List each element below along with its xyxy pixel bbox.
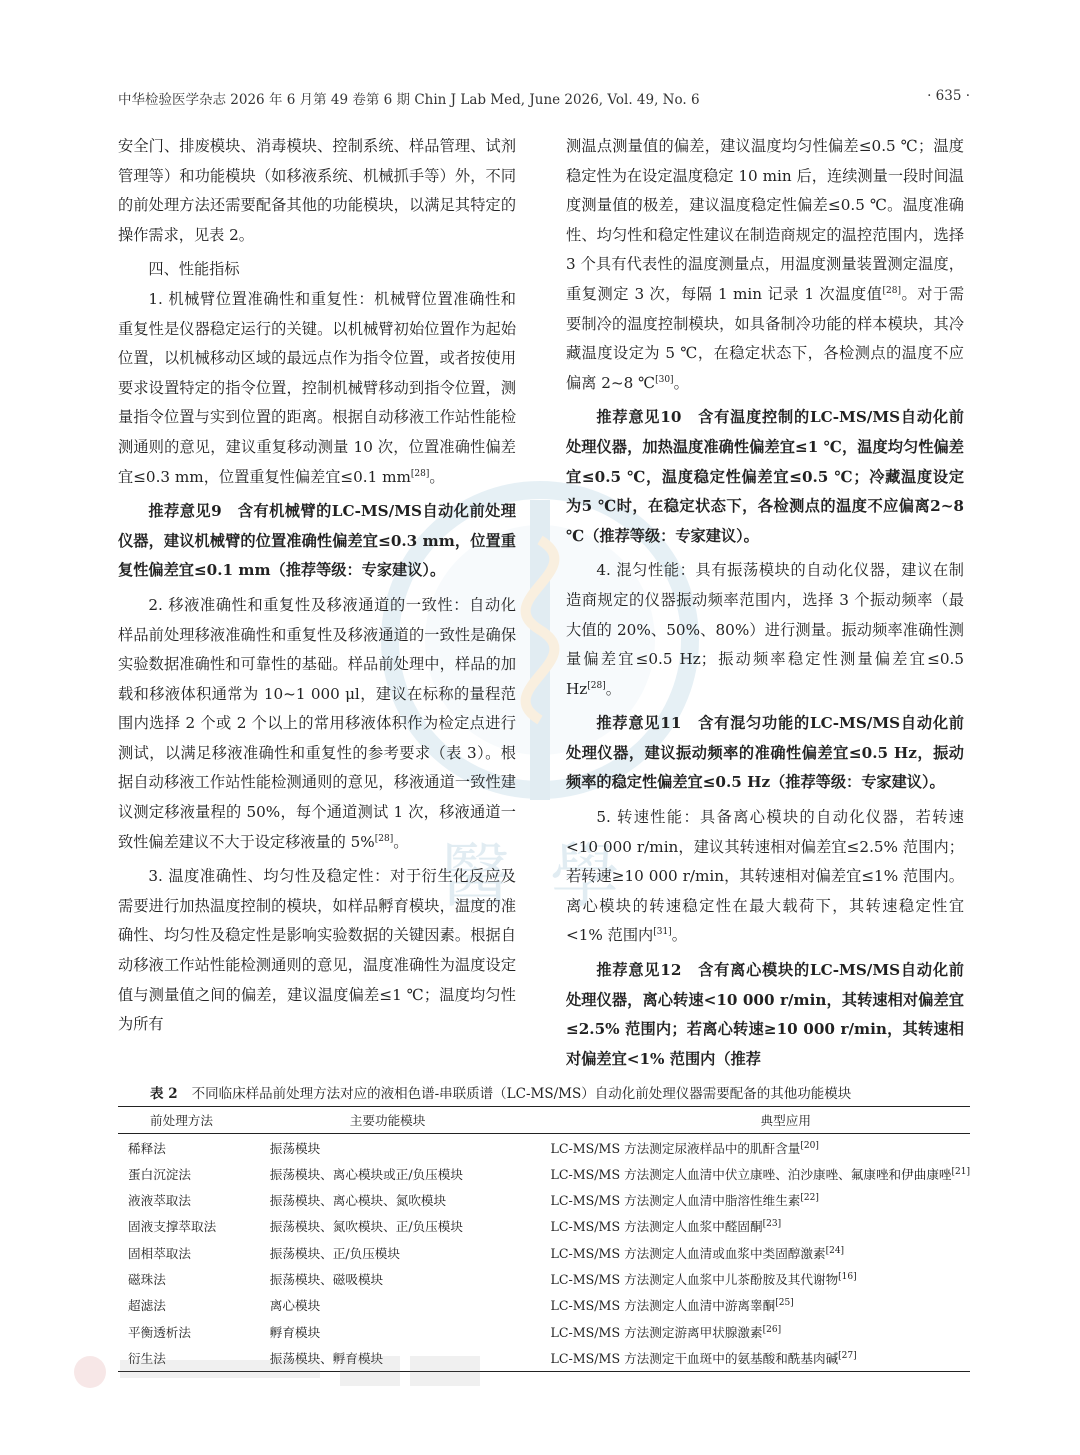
modules-cell: 振荡模块、离心模块或正/负压模块 xyxy=(269,1166,463,1182)
modules-cell: 离心模块 xyxy=(269,1298,321,1314)
table-title: 不同临床样品前处理方法对应的液相色谱-串联质谱（LC-MS/MS）自动化前处理仪器需要配备的其他功能模块 xyxy=(191,1086,852,1102)
paragraph: 3. 温度准确性、均匀性及稳定性：对于衍生化反应及需要进行加热温度控制的模块，如样品孵育模块，温度的准确性、均匀性及稳定性是影响实验数据的关键因素。根据自动移液工作站性能检测通则的意见，温度准确性为温度设定值与测量值之间的偏差，建议温度偏差≤1 ℃；温度均匀性为所有 xyxy=(118,867,516,1034)
table-row xyxy=(118,1265,970,1291)
modules-cell: 振荡模块 xyxy=(269,1140,321,1156)
table-header-row xyxy=(118,1107,970,1134)
publisher-logo-watermark xyxy=(70,1352,490,1392)
paragraph: 4. 混匀性能：具有振荡模块的自动化仪器，建议在制造商规定的仪器振动频率范围内，选择 3 个振动频率（最大值的 20%、50%、80%）进行测量。振动频率准确性测量偏差宜≤0.5 Hz；振动频率稳定性测量偏差宜≤0.5 Hz[28]。 xyxy=(566,561,964,698)
citation-ref[interactable]: [28] xyxy=(410,468,430,479)
table-row xyxy=(118,1318,970,1344)
application-cell: LC-MS/MS 方法测定人血清中伏立康唑、泊沙康唑、氟康唑和伊曲康唑[21] xyxy=(550,1166,970,1182)
method-cell: 平衡透析法 xyxy=(128,1324,191,1340)
citation-ref[interactable]: [28] xyxy=(882,285,901,296)
column-header: 主要功能模块 xyxy=(270,1107,551,1134)
method-cell: 稀释法 xyxy=(128,1140,166,1156)
right-text-column xyxy=(566,132,964,1079)
paragraph: 1. 机械臂位置准确性和重复性：机械臂位置准确性和重复性是仪器稳定运行的关键。以机械臂初始位置作为起始位置，以机械移动区域的最远点作为指令位置，或者按使用要求设置特定的指令位置，控制机械臂移动到指令位置，测量指令位置与实到位置的距离。根据自动移液工作站性能检测通则的意见，建议重复移动测量 10 次，位置准确性偏差宜≤0.3 mm，位置重复性偏差宜≤0.1 mm[28]。 xyxy=(118,289,516,486)
column-header: 典型应用 xyxy=(551,1107,970,1134)
citation-ref[interactable]: [27] xyxy=(838,1350,857,1361)
modules-table xyxy=(118,1106,970,1372)
modules-cell: 振荡模块、正/负压模块 xyxy=(269,1245,400,1261)
application-cell: LC-MS/MS 方法测定人血浆中儿茶酚胺及其代谢物[16] xyxy=(550,1271,857,1287)
application-cell: LC-MS/MS 方法测定游离甲状腺激素[26] xyxy=(550,1324,782,1340)
column-header: 前处理方法 xyxy=(118,1107,270,1134)
method-cell: 液液萃取法 xyxy=(128,1193,191,1209)
modules-cell: 孵育模块 xyxy=(269,1324,321,1340)
citation-ref[interactable]: [24] xyxy=(825,1245,845,1256)
section-heading: 四、性能指标 xyxy=(148,260,240,279)
recommendation-10: 推荐意见10 含有温度控制的LC-MS/MS自动化前处理仪器，加热温度准确性偏差宜≤1 ℃，温度均匀性偏差宜≤0.5 ℃，温度稳定性偏差宜≤0.5 ℃；冷藏温度设定为5 ℃时，在稳定状态下，各检测点的温度不应偏离2~8 ℃（推荐等级：专家建议）。 xyxy=(566,408,964,545)
modules-cell: 振荡模块、磁吸模块 xyxy=(269,1272,384,1287)
table-row xyxy=(118,1160,970,1186)
table-label: 表 2 xyxy=(150,1086,178,1102)
modules-cell: 振荡模块、氮吹模块、正/负压模块 xyxy=(269,1219,463,1235)
modules-cell: 振荡模块、孵育模块 xyxy=(270,1344,551,1371)
running-header xyxy=(118,88,970,112)
table-row xyxy=(118,1187,970,1213)
page-number: · 635 · xyxy=(927,88,970,104)
recommendation-9: 推荐意见9 含有机械臂的LC-MS/MS自动化前处理仪器，建议机械臂的位置准确性偏差宜≤0.3 mm，位置重复性偏差宜≤0.1 mm（推荐等级：专家建议）。 xyxy=(118,502,516,580)
table-caption xyxy=(150,1082,950,1102)
citation-ref[interactable]: [20] xyxy=(800,1140,819,1151)
citation-ref[interactable]: [28] xyxy=(587,680,606,691)
paragraph: 5. 转速性能：具备离心模块的自动化仪器，若转速<10 000 r/min，建议其转速相对偏差宜≤2.5% 范围内；若转速≥10 000 r/min，其转速相对偏差宜≤1% 范围内。离心模块的转速稳定性在最大载荷下，其转速稳定性宜<1% 范围内[31]。 xyxy=(566,808,964,945)
recommendation-11: 推荐意见11 含有混匀功能的LC-MS/MS自动化前处理仪器，建议振动频率的准确性偏差宜≤0.5 Hz，振动频率的稳定性偏差宜≤0.5 Hz（推荐等级：专家建议）。 xyxy=(566,714,964,792)
citation-ref[interactable]: [21] xyxy=(951,1166,970,1177)
citation-ref[interactable]: [28] xyxy=(374,833,394,844)
table-row xyxy=(118,1292,970,1318)
citation-ref[interactable]: [23] xyxy=(762,1219,782,1230)
modules-cell: 振荡模块、离心模块、氮吹模块 xyxy=(269,1193,447,1209)
method-cell: 固液支撑萃取法 xyxy=(128,1219,217,1235)
citation-ref[interactable]: [22] xyxy=(800,1192,819,1203)
paragraph: 测温点测量值的偏差，建议温度均匀性偏差≤0.5 ℃；温度稳定性为在设定温度稳定 10 min 后，连续测量一段时间温度测量值的极差，建议温度稳定性偏差≤0.5 ℃。温度准确性、均匀性和稳定性建议在制造商规定的温控范围内，选择 3 个具有代表性的温度测量点，用温度测量装置测定温度，重复测定 3 次，每隔 1 min 记录 1 次温度值[28]。对于需要制冷的温度控制模块，如具备制冷功能的样本模块，其冷藏温度设定为 5 ℃，在稳定状态下，各检测点的温度不应偏离 2~8 ℃[30]。 xyxy=(566,137,965,392)
citation-ref[interactable]: [25] xyxy=(775,1298,794,1309)
application-cell: LC-MS/MS 方法测定人血清或血浆中类固醇激素[24] xyxy=(550,1245,845,1261)
svg-text:醫: 醫 xyxy=(440,835,510,917)
application-cell: LC-MS/MS 方法测定人血清中脂溶性维生素[22] xyxy=(550,1192,819,1209)
method-cell: 固相萃取法 xyxy=(128,1245,191,1261)
method-cell: 蛋白沉淀法 xyxy=(128,1166,191,1182)
paragraph: 安全门、排废模块、消毒模块、控制系统、样品管理、试剂管理等）和功能模块（如移液系统、机械抓手等）外，不同的前处理方法还需要配备其他的功能模块，以满足其特定的操作需求，见表 2。 xyxy=(118,137,516,244)
svg-text:學: 學 xyxy=(550,835,620,917)
method-cell: 衍生法 xyxy=(118,1344,270,1371)
journal-citation: 中华检验医学杂志 2026 年 6 月第 49 卷第 6 期 Chin J Lab Med, June 2026, Vol. 49, No. 6 xyxy=(118,92,700,108)
left-text-column xyxy=(118,132,516,1045)
method-cell: 磁珠法 xyxy=(128,1272,166,1287)
citation-ref[interactable]: [31] xyxy=(653,927,672,938)
table-row xyxy=(118,1239,970,1265)
citation-ref[interactable]: [30] xyxy=(655,374,674,385)
table-row xyxy=(118,1134,970,1161)
table-row xyxy=(118,1213,970,1239)
citation-ref[interactable]: [16] xyxy=(838,1271,857,1282)
paragraph: 2. 移液准确性和重复性及移液通道的一致性：自动化样品前处理移液准确性和重复性及移液通道的一致性是确保实验数据准确性和可靠性的基础。样品前处理中，样品的加载和移液体积通常为 10~1 000 μl，建议在标称的量程范围内选择 2 个或 2 个以上的常用移液体积作为检定点进行测试，以满足移液准确性和重复性的参考要求（表 3）。根据自动移液工作站性能检测通则的意见，移液通道一致性建议测定移液量程的 50%，每个通道测试 1 次，移液通道一致性偏差建议不大于设定移液量的 5%[28]。 xyxy=(118,595,516,851)
application-cell: LC-MS/MS 方法测定尿液样品中的肌酐含量[20] xyxy=(550,1140,819,1156)
application-cell: LC-MS/MS 方法测定人血清中游离睾酮[25] xyxy=(550,1298,794,1314)
application-cell: LC-MS/MS 方法测定干血斑中的氨基酸和酰基肉碱[27] xyxy=(551,1344,970,1371)
application-cell: LC-MS/MS 方法测定人血浆中醛固酮[23] xyxy=(550,1219,782,1235)
citation-ref[interactable]: [26] xyxy=(762,1324,782,1335)
recommendation-12: 推荐意见12 含有离心模块的LC-MS/MS自动化前处理仪器，离心转速<10 000 r/min，其转速相对偏差宜≤2.5% 范围内；若离心转速≥10 000 r/min，其转速相对偏差宜<1% 范围内（推荐 xyxy=(566,961,964,1068)
method-cell: 超滤法 xyxy=(128,1298,166,1314)
